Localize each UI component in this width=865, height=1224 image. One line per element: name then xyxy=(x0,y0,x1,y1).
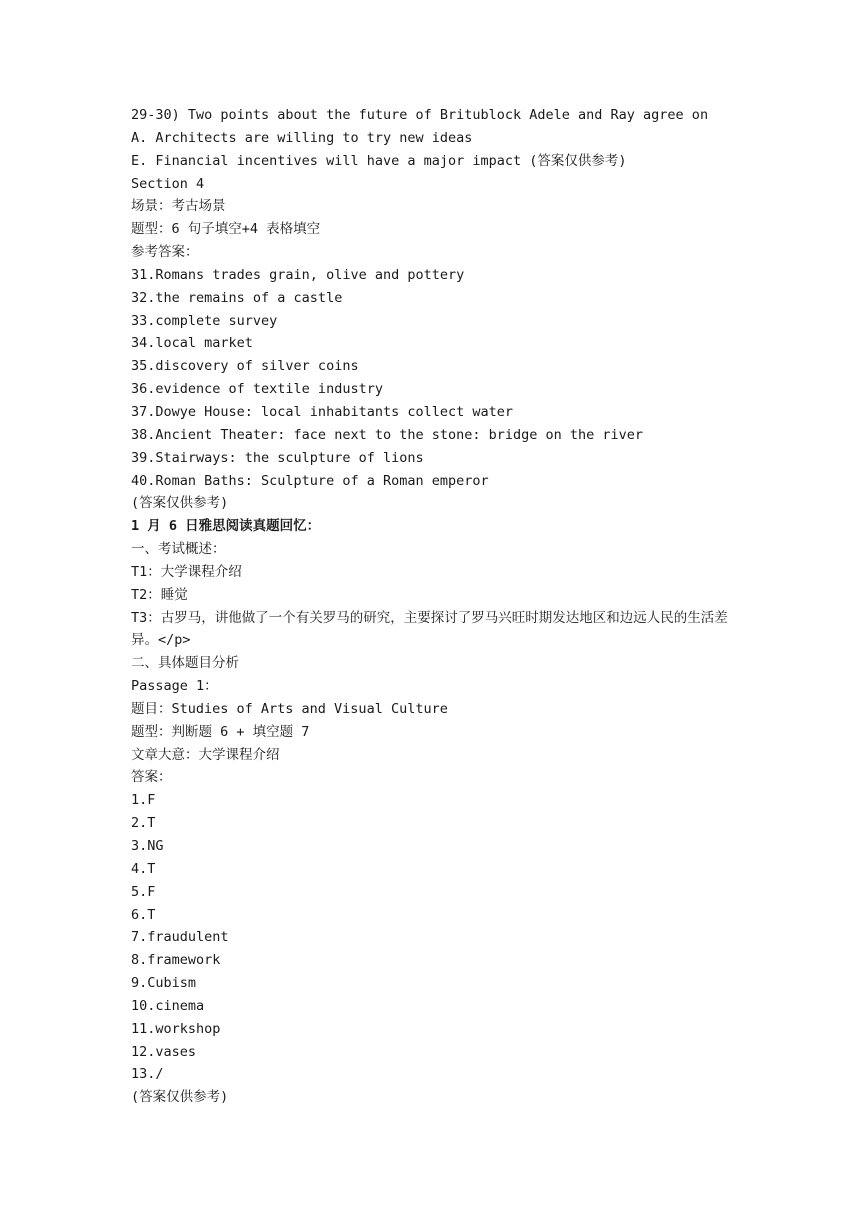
text-line: (答案仅供参考) xyxy=(131,495,229,512)
text-line: A. Architects are willing to try new ideas xyxy=(131,129,473,146)
text-line: 12.vases xyxy=(131,1043,197,1060)
text-line: 文章大意：大学课程介绍 xyxy=(131,746,280,763)
text-line: 34.local market xyxy=(131,335,253,352)
text-line: 题型：6 句子填空+4 表格填空 xyxy=(131,221,321,238)
text-line: 8.framework xyxy=(131,952,221,969)
text-line: T3：古罗马，讲他做了一个有关罗马的研究，主要探讨了罗马兴旺时期发达地区和边远人民的生活差异。</p> xyxy=(131,609,728,649)
text-line: (答案仅供参考) xyxy=(131,1089,229,1106)
text-line: 29-30) Two points about the future of Britublock Adele and Ray agree on xyxy=(131,107,709,123)
text-line: 二、具体题目分析 xyxy=(131,655,239,672)
text-line: 3.NG xyxy=(131,838,164,854)
text-line: 题型：判断题 6 + 填空题 7 xyxy=(131,723,310,740)
text-line: 答案： xyxy=(131,769,172,786)
text-line: 7.fraudulent xyxy=(131,929,229,946)
text-line: 4.T xyxy=(131,860,156,877)
text-line: 2.T xyxy=(131,815,156,832)
text-line: 13./ xyxy=(131,1066,164,1083)
text-line: 37.Dowye House: local inhabitants collect water xyxy=(131,403,514,420)
section-heading: 1 月 6 日雅思阅读真题回忆： xyxy=(131,518,321,535)
text-line: 31.Romans trades grain, olive and pottery xyxy=(131,266,465,283)
text-line: 9.Cubism xyxy=(131,975,197,992)
text-line: 36.evidence of textile industry xyxy=(131,381,383,398)
document-body xyxy=(131,104,791,1109)
text-line: 场景：考古场景 xyxy=(131,198,226,215)
text-line: Passage 1： xyxy=(131,678,218,695)
text-line: 40.Roman Baths: Sculpture of a Roman emperor xyxy=(131,472,489,489)
text-line: 38.Ancient Theater: face next to the stone: bridge on the river xyxy=(131,426,644,443)
text-line: 32.the remains of a castle xyxy=(131,289,343,306)
text-line: 6.T xyxy=(131,906,156,923)
text-line: 一、考试概述： xyxy=(131,541,226,558)
text-line: 35.discovery of silver coins xyxy=(131,358,359,375)
text-line: T2：睡觉 xyxy=(131,586,188,603)
text-line: 题目：Studies of Arts and Visual Culture xyxy=(131,700,448,717)
text-line: 39.Stairways: the sculpture of lions xyxy=(131,449,424,466)
text-line: 11.workshop xyxy=(131,1020,221,1037)
text-line: Section 4 xyxy=(131,175,205,192)
text-line: 参考答案： xyxy=(131,244,199,261)
text-line: E. Financial incentives will have a major impact (答案仅供参考) xyxy=(131,152,627,169)
text-line: 5.F xyxy=(131,883,156,900)
text-line: T1：大学课程介绍 xyxy=(131,563,242,580)
text-line: 10.cinema xyxy=(131,997,205,1014)
text-line: 1.F xyxy=(131,792,156,809)
text-line: 33.complete survey xyxy=(131,312,278,329)
